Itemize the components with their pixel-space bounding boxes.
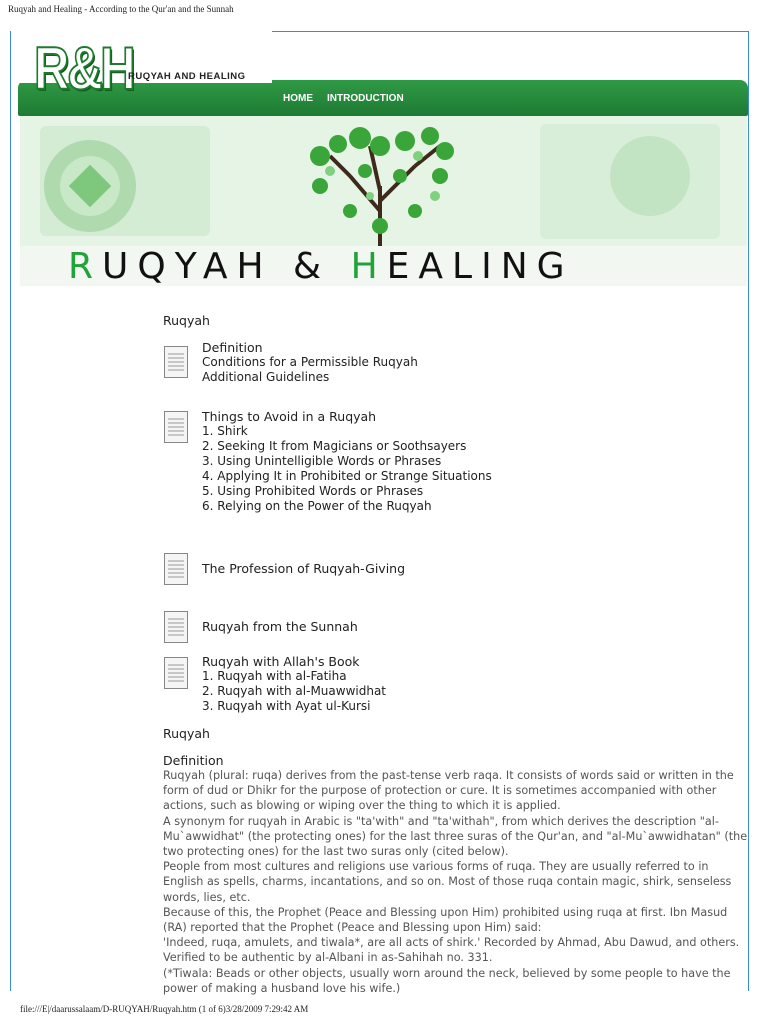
article-paragraph: A synonym for ruqyah in Arabic is "ta'with" and "ta'withah", from which derives the description "al-Mu`awwidhat" (the protecting ones) for the last three suras of the Qur'an, and "al-Mu`awwidhatan" (the two protecting ones) for the last two suras only (cited below). (163, 814, 748, 859)
frame-border-top (272, 31, 748, 32)
toc-section-profession (202, 561, 405, 576)
banner-h: H (350, 246, 387, 286)
document-icon[interactable] (164, 346, 188, 378)
print-header: Ruqyah and Healing - According to the Qur'an and the Sunnah (8, 4, 234, 14)
toc-link-item[interactable]: 3. Using Unintelligible Words or Phrases (202, 454, 442, 468)
toc-link-item[interactable]: 1. Shirk (202, 424, 248, 438)
toc-heading: Ruqyah (163, 313, 210, 328)
toc-section-definition (202, 340, 418, 385)
document-icon[interactable] (164, 553, 188, 585)
banner-uqyah: UQYAH & (102, 246, 351, 286)
toc-section-things-to-avoid (202, 409, 492, 514)
frame-border-left (10, 31, 11, 991)
toc-link-guidelines[interactable]: Additional Guidelines (202, 370, 330, 384)
toc-link-item[interactable]: 4. Applying It in Prohibited or Strange Situations (202, 469, 492, 483)
article-paragraph: Ruqyah (plural: ruqa) derives from the past-tense verb raqa. It consists of words said or written in the form of dud or Dhikr for the purpose of protection or cure. It is sometimes accompanied with other actions, such as blowing or wiping over the thing to which it is applied. (163, 769, 734, 813)
toc-link-conditions[interactable]: Conditions for a Permissible Ruqyah (202, 355, 418, 369)
toc-link-item[interactable]: 3. Ruqyah with Ayat ul-Kursi (202, 699, 371, 713)
toc-link-item[interactable]: 2. Seeking It from Magicians or Soothsayers (202, 439, 467, 453)
toc-link-item[interactable]: 1. Ruqyah with al-Fatiha (202, 669, 347, 683)
print-footer: file:///E|/daarussalaam/D-RUQYAH/Ruqyah.htm (1 of 6)3/28/2009 7:29:42 AM (20, 1004, 309, 1014)
nav-home-link[interactable]: HOME (283, 93, 313, 104)
toc-link-profession[interactable]: The Profession of Ruqyah-Giving (202, 561, 406, 576)
article-body (163, 768, 751, 996)
document-icon[interactable] (164, 611, 188, 643)
banner-title (68, 246, 574, 286)
logo-subtitle: RUQYAH AND HEALING (128, 71, 246, 82)
banner-r: R (68, 246, 103, 286)
banner-art (20, 116, 747, 256)
site-logo[interactable]: R&H (34, 35, 134, 102)
article-paragraph: Because of this, the Prophet (Peace and Blessing upon Him) prohibited using ruqa at first. Ibn Masud (RA) reported that the Prophet (Peace and Blessing upon Him) said: (163, 905, 728, 935)
article-paragraph: (*Tiwala: Beads or other objects, usually worn around the neck, believed by some people to have the power of making a husband love his wife.) (163, 966, 731, 995)
nav-introduction-link[interactable]: INTRODUCTION (327, 93, 404, 104)
toc-section-sunnah (202, 619, 358, 634)
toc-link-item[interactable]: 6. Relying on the Power of the Ruqyah (202, 499, 432, 513)
toc-link-sunnah[interactable]: Ruqyah from the Sunnah (202, 619, 358, 634)
toc-link-allahs-book[interactable]: Ruqyah with Allah's Book (202, 654, 360, 669)
toc-link-things-to-avoid[interactable]: Things to Avoid in a Ruqyah (202, 409, 377, 424)
article-paragraph: 'Indeed, ruqa, amulets, and tiwala*, are all acts of shirk.' Recorded by Ahmad, Abu Dawud, and others. Verified to be authentic by al-Albani in as-Sahihah no. 331. (163, 936, 740, 965)
document-icon[interactable] (164, 411, 188, 443)
document-icon[interactable] (164, 657, 188, 689)
banner-ealing: EALING (386, 246, 574, 286)
header-banner (20, 116, 747, 286)
article-paragraph: People from most cultures and religions use various forms of ruqa. They are usually referred to in English as spells, charms, incantations, and so on. Most of those ruqa contain magic, shirk, senseless words, lies, etc. (163, 860, 732, 904)
toc-section-allahs-book (202, 654, 386, 714)
toc-link-definition[interactable]: Definition (202, 340, 263, 355)
article-heading: Ruqyah (163, 726, 210, 741)
toc-link-item[interactable]: 5. Using Prohibited Words or Phrases (202, 484, 424, 498)
article-subheading: Definition (163, 753, 224, 768)
toc-link-item[interactable]: 2. Ruqyah with al-Muawwidhat (202, 684, 387, 698)
